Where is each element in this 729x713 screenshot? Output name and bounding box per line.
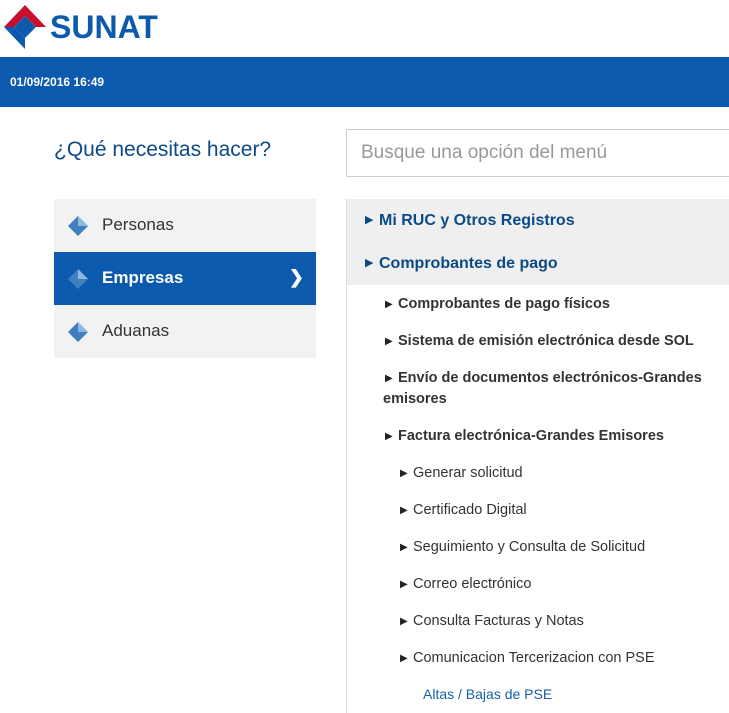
menu-subitem-fisicos[interactable] xyxy=(347,296,727,316)
menu-subitem-factura-electronica[interactable] xyxy=(347,428,727,448)
triangle-right-icon: ▶ xyxy=(385,299,393,310)
diamond-icon xyxy=(68,322,88,342)
menu-item-label: Consulta Facturas y Notas xyxy=(413,613,584,629)
triangle-right-icon: ▶ xyxy=(365,257,374,269)
chevron-right-icon: ❯ xyxy=(288,267,304,287)
menu-subitem-envio-documentos[interactable] xyxy=(347,370,727,412)
menu-item-label: Correo electrónico xyxy=(413,576,532,592)
top-bar xyxy=(0,57,729,107)
triangle-right-icon: ▶ xyxy=(400,653,408,664)
page-heading: ¿Qué necesitas hacer? xyxy=(54,138,272,161)
menu-subitem-sistema-emision[interactable] xyxy=(347,333,727,353)
menu-item-label: Comunicacion Tercerizacion con PSE xyxy=(413,650,655,666)
menu-item-label: Mi RUC y Otros Registros xyxy=(379,212,575,229)
diamond-icon xyxy=(68,216,88,236)
menu-subitem-certificado-digital[interactable] xyxy=(347,502,727,522)
triangle-right-icon: ▶ xyxy=(400,468,408,479)
triangle-right-icon: ▶ xyxy=(385,373,393,384)
sunat-logo-icon xyxy=(4,5,46,49)
altas-bajas-pse-link[interactable]: Altas / Bajas de PSE xyxy=(423,686,553,702)
sidebar-nav xyxy=(54,199,316,358)
menu-item-label: Comprobantes de pago xyxy=(379,255,558,272)
menu-item-label-line1: Envío de documentos electrónicos-Grandes xyxy=(398,370,702,386)
menu-item-label-line2: emisores xyxy=(383,391,447,407)
triangle-right-icon: ▶ xyxy=(385,431,393,442)
brand-name: SUNAT xyxy=(50,9,158,45)
menu-subitem-generar-solicitud[interactable] xyxy=(347,465,727,485)
menu-item-label: Seguimiento y Consulta de Solicitud xyxy=(413,539,646,555)
sidebar-item-empresas[interactable] xyxy=(54,252,316,305)
menu-subitem-consulta-facturas[interactable] xyxy=(347,613,727,633)
menu-subitem-correo[interactable] xyxy=(347,576,727,596)
menu-tree xyxy=(346,199,729,713)
menu-subitem-comunicacion-pse[interactable] xyxy=(347,650,727,670)
triangle-right-icon: ▶ xyxy=(385,336,393,347)
session-datetime: 01/09/2016 16:49 xyxy=(10,75,105,89)
menu-item-label: Comprobantes de pago físicos xyxy=(398,296,610,312)
menu-subitem-seguimiento[interactable] xyxy=(347,539,727,559)
diamond-icon xyxy=(68,269,88,289)
site-header xyxy=(0,0,729,57)
triangle-right-icon: ▶ xyxy=(400,579,408,590)
menu-search xyxy=(346,129,729,177)
triangle-right-icon: ▶ xyxy=(400,542,408,553)
menu-item-label: Sistema de emisión electrónica desde SOL xyxy=(398,333,694,349)
sidebar-item-personas[interactable] xyxy=(54,199,316,252)
search-input[interactable] xyxy=(359,130,723,176)
triangle-right-icon: ▶ xyxy=(400,616,408,627)
menu-item-label: Generar solicitud xyxy=(413,465,523,481)
triangle-right-icon: ▶ xyxy=(365,214,374,226)
menu-item-comprobantes[interactable] xyxy=(347,242,729,285)
sidebar-item-label: Aduanas xyxy=(102,321,170,340)
sidebar-item-label: Personas xyxy=(102,215,174,234)
sunat-logo[interactable] xyxy=(4,5,174,49)
menu-item-mi-ruc[interactable] xyxy=(347,199,729,242)
menu-item-label: Certificado Digital xyxy=(413,502,527,518)
sidebar-item-aduanas[interactable] xyxy=(54,305,316,358)
menu-item-label: Factura electrónica-Grandes Emisores xyxy=(398,428,664,444)
sidebar-item-label: Empresas xyxy=(102,268,184,287)
triangle-right-icon: ▶ xyxy=(400,505,408,516)
